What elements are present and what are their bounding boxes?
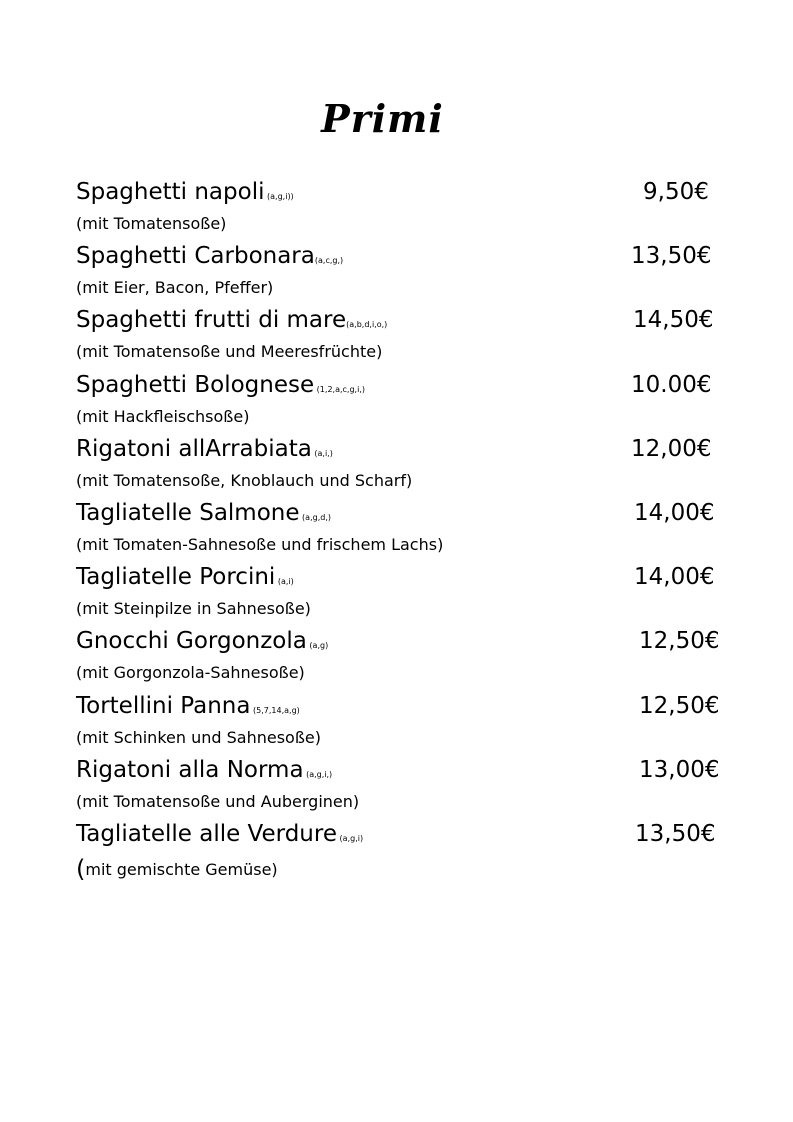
item-description: (mit Schinken und Sahnesoße)	[76, 727, 321, 747]
item-name	[76, 238, 343, 279]
allergen-codes: (a,g,i))	[264, 192, 294, 201]
menu-item	[76, 688, 736, 752]
dish-name: Spaghetti napoli	[76, 179, 265, 205]
item-price: 14,00€	[634, 564, 715, 591]
menu-item	[76, 431, 736, 495]
item-name	[76, 752, 332, 793]
allergen-codes: (a,i)	[275, 577, 294, 587]
menu-item	[76, 495, 736, 559]
description-open-paren: (	[76, 854, 86, 883]
dish-name: Spaghetti Bolognese	[76, 371, 315, 398]
dish-name: Tortellini Panna	[76, 692, 251, 719]
item-price: 14,50€	[633, 307, 714, 334]
item-price: 12,50€	[639, 628, 720, 655]
item-price: 13,00€	[639, 756, 720, 783]
item-description: (mit Tomatensoße und Meeresfrüchte)	[76, 342, 383, 362]
item-price: 13,50€	[631, 243, 712, 270]
allergen-codes: (a,i,)	[311, 448, 333, 458]
item-name	[76, 174, 294, 215]
menu-list	[76, 174, 736, 883]
item-price: 10.00€	[631, 371, 712, 398]
menu-item	[76, 559, 736, 623]
item-description: (mit Tomaten-Sahnesoße und frischem Lachs)	[76, 534, 444, 554]
allergen-codes: (1,2,a,c,g,i,)	[314, 384, 365, 394]
item-price: 13,50€	[635, 820, 716, 847]
item-price: 9,50€	[643, 179, 709, 205]
allergen-codes: (a,g,i)	[337, 833, 364, 843]
item-description: (mit Tomatensoße)	[76, 214, 227, 233]
dish-name: Spaghetti Carbonara	[76, 243, 315, 270]
item-description: (mit Gorgonzola-Sahnesoße)	[76, 663, 305, 683]
menu-item	[76, 174, 736, 238]
item-price: 12,50€	[639, 692, 720, 719]
dish-name: Tagliatelle Porcini	[76, 564, 276, 591]
allergen-codes: (5,7,14,a,g)	[250, 705, 300, 715]
dish-name: Tagliatelle Salmone	[76, 499, 300, 526]
dish-name: Gnocchi Gorgonzola	[76, 628, 307, 655]
dish-name: Spaghetti frutti di mare	[76, 307, 347, 334]
item-name	[76, 559, 294, 600]
dish-name: Rigatoni alla Norma	[76, 756, 304, 783]
item-name	[76, 431, 333, 472]
menu-item	[76, 623, 736, 687]
dish-name: Rigatoni allArrabiata	[76, 435, 312, 462]
description-text: mit gemischte Gemüse)	[85, 859, 278, 879]
item-description: (mit Steinpilze in Sahnesoße)	[76, 599, 311, 619]
item-name	[76, 623, 328, 664]
page-title: Primi	[321, 96, 444, 141]
menu-item	[76, 238, 736, 302]
allergen-codes: (a,g,i,)	[303, 769, 333, 779]
item-price: 14,00€	[634, 499, 715, 526]
allergen-codes: (a,c,g,)	[314, 256, 344, 266]
item-description	[76, 854, 278, 883]
item-name	[76, 302, 387, 343]
item-description: (mit Tomatensoße und Auberginen)	[76, 791, 360, 811]
allergen-codes: (a,g,d,)	[299, 512, 331, 522]
item-name	[76, 367, 365, 408]
item-name	[76, 495, 331, 536]
item-name	[76, 688, 300, 729]
menu-item	[76, 752, 736, 816]
allergen-codes: (a,b,d,i,o,)	[346, 320, 388, 330]
item-description: (mit Eier, Bacon, Pfeffer)	[76, 278, 274, 298]
item-name	[76, 816, 363, 857]
item-price: 12,00€	[631, 435, 712, 462]
menu-item	[76, 816, 736, 883]
item-description: (mit Hackfleischsoße)	[76, 406, 250, 426]
item-description: (mit Tomatensoße, Knoblauch und Scharf)	[76, 470, 413, 490]
dish-name: Tagliatelle alle Verdure	[76, 820, 337, 847]
allergen-codes: (a,g)	[306, 641, 329, 651]
menu-item	[76, 302, 736, 366]
menu-item	[76, 367, 736, 431]
